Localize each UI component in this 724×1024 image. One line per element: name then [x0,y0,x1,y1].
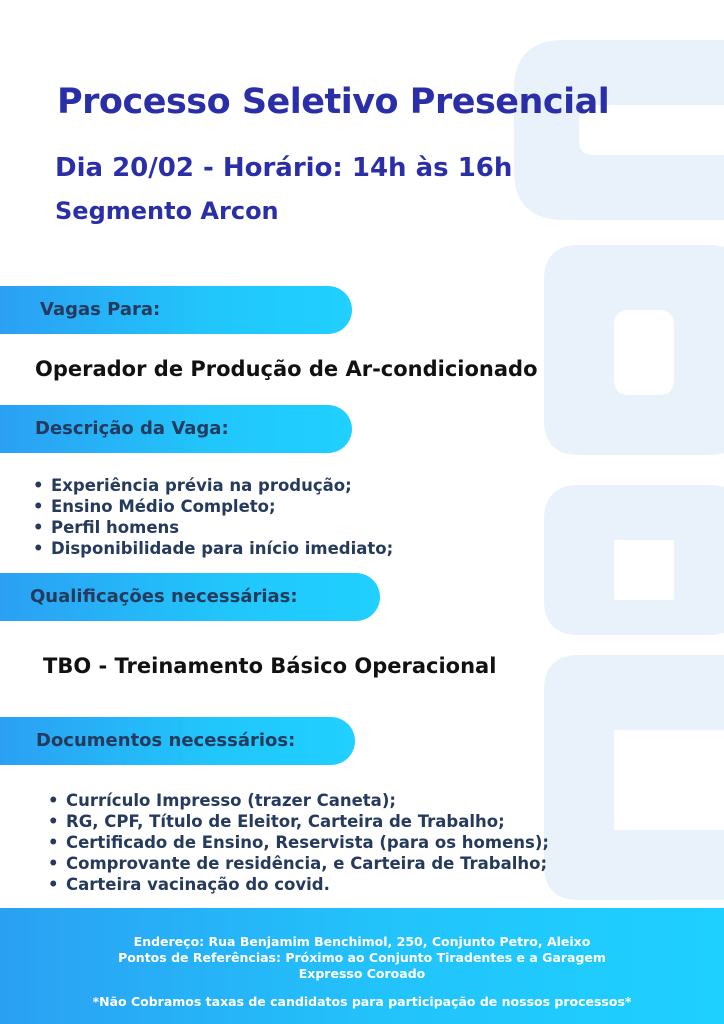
list-item: • Carteira vacinação do covid. [48,874,549,895]
section-band-descricao [0,405,352,453]
list-item: • Experiência prévia na produção; [33,475,393,496]
section-band-vagas [0,286,352,334]
footer-note: *Não Cobramos taxas de candidatos para participação de nossos processos* [92,994,632,1009]
footer-references: Pontos de Referências: Próximo ao Conjunto Tiradentes e a Garagem [118,950,606,965]
footer [0,908,724,1024]
list-item: • Perfil homens [33,517,393,538]
watermark-letters-icon [484,40,724,900]
footer-address: Endereço: Rua Benjamim Benchimol, 250, Conjunto Petro, Aleixo [133,934,591,949]
list-item: • Currículo Impresso (trazer Caneta); [48,790,549,811]
section-heading-descricao: Descrição da Vaga: [35,418,229,439]
section-heading-vagas: Vagas Para: [40,299,161,320]
list-item: • Comprovante de residência, e Carteira de Trabalho; [48,853,549,874]
section-heading-qualificacoes: Qualificações necessárias: [30,586,298,607]
segment-name: Segmento Arcon [55,197,279,225]
list-item: • RG, CPF, Título de Eleitor, Carteira de Trabalho; [48,811,549,832]
list-item: • Disponibilidade para início imediato; [33,538,393,559]
job-description-list [33,475,393,559]
section-band-documentos [0,717,355,765]
list-item: • Ensino Médio Completo; [33,496,393,517]
job-position: Operador de Produção de Ar-condicionado [35,357,538,381]
page-title: Processo Seletivo Presencial [57,82,610,122]
list-item: • Certificado de Ensino, Reservista (para os homens); [48,832,549,853]
date-time: Dia 20/02 - Horário: 14h às 16h [55,153,513,183]
documents-list [48,790,549,895]
footer-references-cont: Expresso Coroado [298,966,426,981]
section-heading-documentos: Documentos necessários: [36,730,296,751]
qualification-value: TBO - Treinamento Básico Operacional [43,654,497,678]
section-band-qualificacoes [0,573,380,621]
